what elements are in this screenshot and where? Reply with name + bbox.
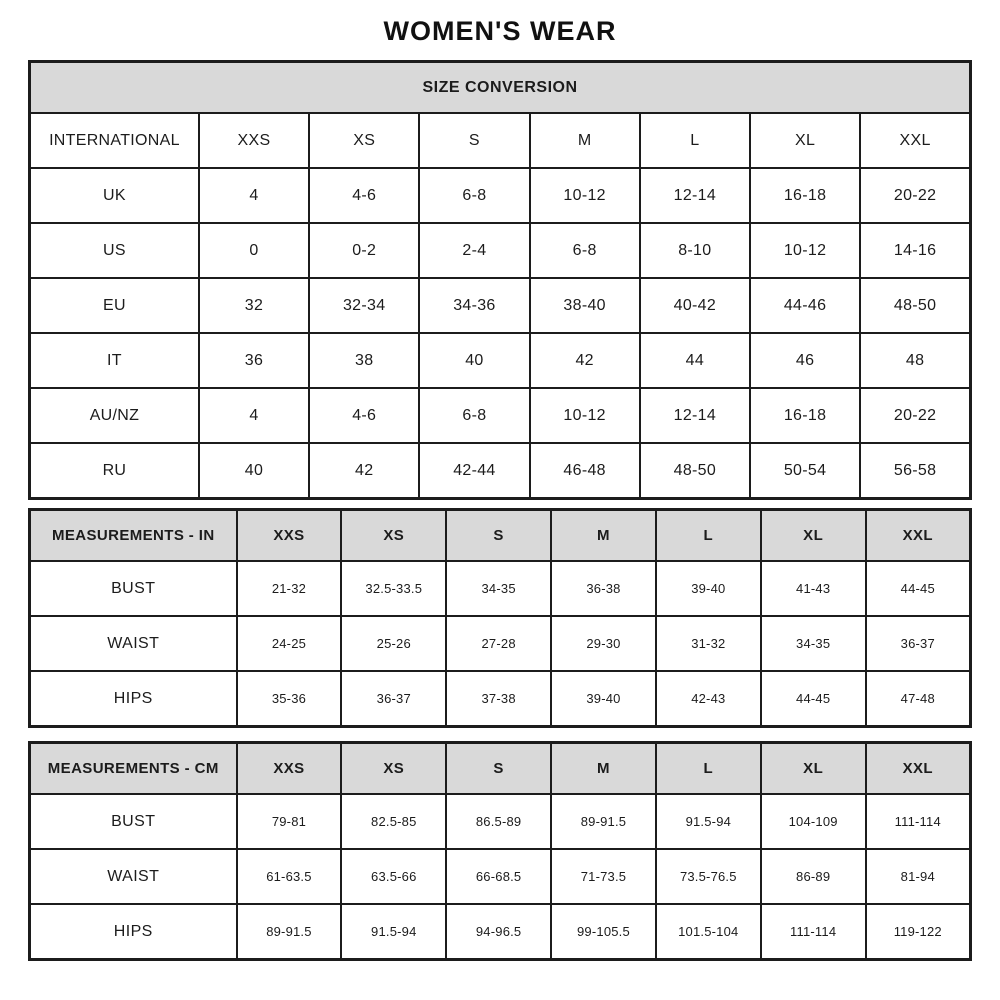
- table-cell: 4: [199, 168, 309, 223]
- table-cell: 32: [199, 278, 309, 333]
- table-header-row: [30, 510, 971, 562]
- table-cell: 4-6: [309, 388, 419, 443]
- table-cell: 91.5-94: [656, 794, 761, 849]
- table-cell: 40: [199, 443, 309, 499]
- table-cell: 42: [309, 443, 419, 499]
- row-label: BUST: [30, 794, 237, 849]
- table-cell: 27-28: [446, 616, 551, 671]
- row-label: IT: [30, 333, 199, 388]
- table-cell: 10-12: [750, 223, 860, 278]
- table-cell: XL: [750, 113, 860, 168]
- table-cell: 119-122: [866, 904, 971, 960]
- table-cell: 20-22: [860, 168, 970, 223]
- table-cell: L: [640, 113, 750, 168]
- table-cell: 42-43: [656, 671, 761, 727]
- column-header: L: [656, 743, 761, 795]
- table-cell: 66-68.5: [446, 849, 551, 904]
- table-cell: 47-48: [866, 671, 971, 727]
- table-cell: 71-73.5: [551, 849, 656, 904]
- table-cell: 39-40: [551, 671, 656, 727]
- table-cell: 21-32: [237, 561, 342, 616]
- row-label: INTERNATIONAL: [30, 113, 199, 168]
- table-cell: 38: [309, 333, 419, 388]
- row-label: RU: [30, 443, 199, 499]
- table-cell: 111-114: [866, 794, 971, 849]
- table-row: [30, 113, 971, 168]
- table-cell: 0-2: [309, 223, 419, 278]
- table-cell: 39-40: [656, 561, 761, 616]
- table-cell: 79-81: [237, 794, 342, 849]
- table-cell: 86.5-89: [446, 794, 551, 849]
- table-cell: 44-45: [761, 671, 866, 727]
- table-cell: 56-58: [860, 443, 970, 499]
- column-header: XL: [761, 743, 866, 795]
- table-row: [30, 388, 971, 443]
- table-cell: 12-14: [640, 168, 750, 223]
- table-cell: 48-50: [860, 278, 970, 333]
- table-cell: 61-63.5: [237, 849, 342, 904]
- table-cell: 16-18: [750, 168, 860, 223]
- table-cell: 44-46: [750, 278, 860, 333]
- table-cell: 44: [640, 333, 750, 388]
- table-cell: 82.5-85: [341, 794, 446, 849]
- table-cell: 0: [199, 223, 309, 278]
- measurements-in-table: [28, 508, 972, 728]
- column-header: XXS: [237, 743, 342, 795]
- table-cell: 32.5-33.5: [341, 561, 446, 616]
- measurements-cm-table: [28, 741, 972, 961]
- table-header-row: [30, 743, 971, 795]
- column-header: XXL: [866, 510, 971, 562]
- table-cell: 48: [860, 333, 970, 388]
- table-cell: XXS: [199, 113, 309, 168]
- table-row: [30, 794, 971, 849]
- column-header: XL: [761, 510, 866, 562]
- table-row: [30, 443, 971, 499]
- table-cell: 36-37: [341, 671, 446, 727]
- measurements-cm-body: [30, 743, 971, 960]
- table-cell: 4-6: [309, 168, 419, 223]
- table-cell: 14-16: [860, 223, 970, 278]
- table-row: [30, 616, 971, 671]
- column-header: S: [446, 510, 551, 562]
- table-cell: 2-4: [419, 223, 529, 278]
- table-cell: 46-48: [530, 443, 640, 499]
- table-cell: XS: [309, 113, 419, 168]
- table-cell: 38-40: [530, 278, 640, 333]
- table-cell: 36-38: [551, 561, 656, 616]
- table-row: [30, 278, 971, 333]
- table-cell: 99-105.5: [551, 904, 656, 960]
- table-cell: 31-32: [656, 616, 761, 671]
- table-cell: 24-25: [237, 616, 342, 671]
- size-conversion-table: [28, 60, 972, 500]
- table-cell: 10-12: [530, 168, 640, 223]
- row-label: US: [30, 223, 199, 278]
- row-label: HIPS: [30, 904, 237, 960]
- table-cell: 41-43: [761, 561, 866, 616]
- column-header: XS: [341, 510, 446, 562]
- column-header: XS: [341, 743, 446, 795]
- table-cell: 37-38: [446, 671, 551, 727]
- table-row: [30, 223, 971, 278]
- table-row: [30, 333, 971, 388]
- table-cell: 34-35: [446, 561, 551, 616]
- table-cell: 6-8: [419, 168, 529, 223]
- table-row: [30, 561, 971, 616]
- row-label: AU/NZ: [30, 388, 199, 443]
- column-header: XXL: [866, 743, 971, 795]
- table-row: [30, 849, 971, 904]
- table-cell: 36: [199, 333, 309, 388]
- row-label: EU: [30, 278, 199, 333]
- table-cell: 25-26: [341, 616, 446, 671]
- row-label: UK: [30, 168, 199, 223]
- table-cell: 34-36: [419, 278, 529, 333]
- table-row: [30, 904, 971, 960]
- row-label: HIPS: [30, 671, 237, 727]
- section-header: MEASUREMENTS - IN: [30, 510, 237, 562]
- table-cell: 6-8: [530, 223, 640, 278]
- table-cell: 32-34: [309, 278, 419, 333]
- table-cell: 86-89: [761, 849, 866, 904]
- column-header: M: [551, 743, 656, 795]
- row-label: WAIST: [30, 616, 237, 671]
- table-cell: 63.5-66: [341, 849, 446, 904]
- table-cell: 4: [199, 388, 309, 443]
- table-cell: 29-30: [551, 616, 656, 671]
- table-cell: 40-42: [640, 278, 750, 333]
- table-cell: 20-22: [860, 388, 970, 443]
- measurements-in-body: [30, 510, 971, 727]
- table-cell: 40: [419, 333, 529, 388]
- section-header: MEASUREMENTS - CM: [30, 743, 237, 795]
- column-header: XXS: [237, 510, 342, 562]
- column-header: L: [656, 510, 761, 562]
- size-conversion-body: [30, 62, 971, 499]
- table-cell: 81-94: [866, 849, 971, 904]
- table-row: [30, 168, 971, 223]
- table-cell: 6-8: [419, 388, 529, 443]
- table-cell: S: [419, 113, 529, 168]
- column-header: M: [551, 510, 656, 562]
- table-cell: 91.5-94: [341, 904, 446, 960]
- table-cell: 101.5-104: [656, 904, 761, 960]
- table-cell: 50-54: [750, 443, 860, 499]
- table-cell: 35-36: [237, 671, 342, 727]
- table-cell: 10-12: [530, 388, 640, 443]
- table-cell: XXL: [860, 113, 970, 168]
- column-header: S: [446, 743, 551, 795]
- table-cell: 42: [530, 333, 640, 388]
- table-cell: 12-14: [640, 388, 750, 443]
- table-cell: 94-96.5: [446, 904, 551, 960]
- table-cell: 73.5-76.5: [656, 849, 761, 904]
- table-cell: 89-91.5: [551, 794, 656, 849]
- table-cell: 36-37: [866, 616, 971, 671]
- table-cell: 46: [750, 333, 860, 388]
- table-cell: 16-18: [750, 388, 860, 443]
- table-cell: 44-45: [866, 561, 971, 616]
- table-cell: 104-109: [761, 794, 866, 849]
- section-header: SIZE CONVERSION: [30, 62, 971, 114]
- table-cell: M: [530, 113, 640, 168]
- table-cell: 48-50: [640, 443, 750, 499]
- table-header-row: [30, 62, 971, 114]
- table-row: [30, 671, 971, 727]
- table-cell: 89-91.5: [237, 904, 342, 960]
- row-label: WAIST: [30, 849, 237, 904]
- row-label: BUST: [30, 561, 237, 616]
- table-cell: 111-114: [761, 904, 866, 960]
- table-cell: 34-35: [761, 616, 866, 671]
- page-title: WOMEN'S WEAR: [383, 16, 617, 46]
- table-cell: 8-10: [640, 223, 750, 278]
- table-cell: 42-44: [419, 443, 529, 499]
